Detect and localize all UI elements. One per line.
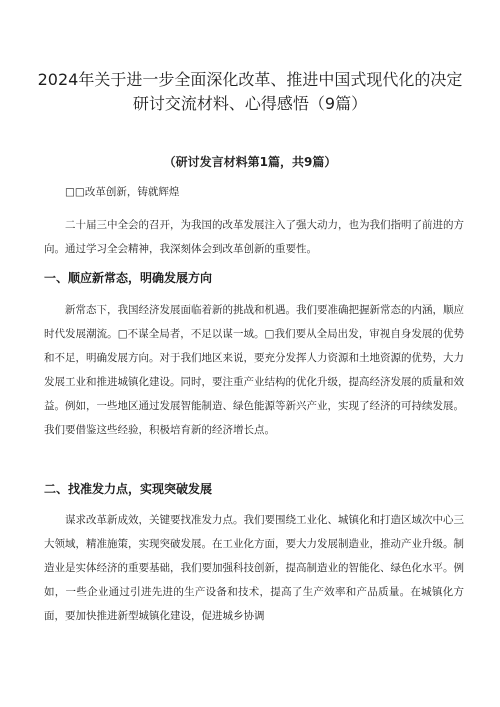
section-2-heading: 二、找准发力点，实现突破发展 (44, 482, 213, 496)
document-title (20, 68, 480, 116)
section-1-paragraph: 新常态下，我国经济发展面临着新的挑战和机遇。我们要准确把握新常态的内涵，顺应时代发展潮流。□不谋全局者，不足以谋一域。□我们要从全局出发，审视自身发展的优势和不足，明确发展方向。对于我们地区来说，要充分发挥人力资源和土地资源的优势，大力发展工业和推进城镇化建设。同时，要注重产业结构的优化升级，提高经济发展的质量和效益。例如，一些地区通过发展智能制造、绿色能源等新兴产业，实现了经济的可持续发展。我们要借鉴这些经验，积极培育新的经济增长点。 (44, 304, 464, 436)
lead-title: □□改革创新，铸就辉煌 (65, 186, 180, 198)
title-line-2: 研讨交流材料、心得感悟（9篇） (132, 94, 368, 113)
section-2-paragraph: 谋求改革新成效，关键要找准发力点。我们要围绕工业化、城镇化和打造区域次中心三大领域，精准施策，实现突破发展。在工业化方面，要大力发展制造业，推动产业升级。制造业是实体经济的重要基础，我们要加强科技创新，提高制造业的智能化、绿色化水平。例如，一些企业通过引进先进的生产设备和技术，提高了生产效率和产品质量。在城镇化方面，要加快推进新型城镇化建设，促进城乡协调 (44, 514, 464, 622)
title-line-1: 2024年关于进一步全面深化改革、推进中国式现代化的决定 (37, 70, 463, 89)
intro-paragraph: 二十届三中全会的召开，为我国的改革发展注入了强大动力，也为我们指明了前进的方向。通过学习全会精神，我深刻体会到改革创新的重要性。 (44, 219, 464, 255)
document-subtitle: （研讨发言材料第1篇，共9篇） (163, 155, 337, 169)
section-1-heading: 一、顺应新常态，明确发展方向 (44, 271, 213, 285)
